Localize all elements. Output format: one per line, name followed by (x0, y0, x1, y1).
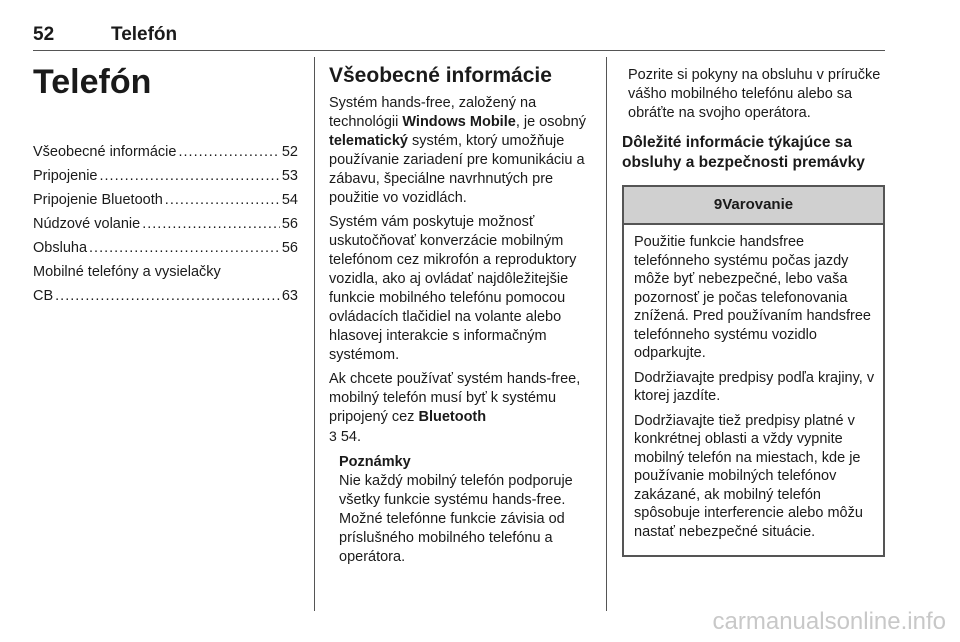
column-2 (329, 56, 593, 567)
warning-box (622, 185, 885, 557)
toc-item[interactable]: Všeobecné informácie ..... 52 (33, 140, 298, 164)
paragraph: Systém vám poskytuje možnosť uskutočňovať konverzácie mobilným telefónom cez mikrofón a reproduktory vozidla, ako aj ovládať najdôležitejšie funkcie mobilného telefónu pomocou ovládacích tlačidiel na volante alebo hlasovej interakcie s informačným systémom. (329, 214, 577, 363)
chapter-title: Telefón (33, 63, 152, 101)
toc-item[interactable]: Núdzové volanie ..... 56 (33, 212, 298, 236)
table-of-contents (33, 140, 298, 308)
watermark: carmanualsonline.info (712, 608, 946, 635)
note-title: Poznámky (339, 454, 411, 470)
page-reference-icon: 3 (329, 428, 337, 444)
page-number: 52 (33, 24, 55, 45)
note-text: Nie každý mobilný telefón podporuje všetky funkcie systému hands-free. Možné telefónne funkcie závisia od príslušného mobilného telefónu a operátora. (339, 473, 573, 565)
section-heading: Všeobecné informácie (329, 64, 552, 87)
paragraph: Pozrite si pokyny na obsluhu v príručke vášho mobilného telefónu alebo sa obráťte na svojho operátora. (628, 67, 881, 121)
column-3 (622, 56, 885, 557)
column-1 (33, 56, 298, 308)
warning-label: Varovanie (722, 196, 794, 213)
paragraph: Ak chcete používať systém hands-free, mobilný telefón musí byť k systému pripojený cez Bluetooth 3 54. (329, 371, 581, 445)
column-divider-2 (606, 57, 607, 611)
toc-item[interactable]: Pripojenie Bluetooth ..... 54 (33, 188, 298, 212)
warning-text: Dodržiavajte predpisy podľa krajiny, v ktorej jazdíte. (634, 369, 875, 404)
paragraph: Systém hands-free, založený na technológii Windows Mobile, je osobný telematický systém, ktorý umožňuje používanie zariadení pre komunikáciu a zábavu, špeciálne navrhnutých pre použitie vo vozidlách. (329, 95, 586, 206)
toc-item[interactable]: Mobilné telefóny a vysielačky CB ..... 63 (33, 260, 298, 308)
header-rule (33, 50, 885, 51)
column-divider-1 (314, 57, 315, 611)
page-header (33, 24, 885, 50)
warning-text: Použitie funkcie handsfree telefónneho systému počas jazdy môže byť nebezpečné, lebo vaša pozornosť je počas telefonovania znížená. Pred používaním handsfree telefónneho systému vozidlo odparkujte. (634, 234, 871, 361)
warning-text: Dodržiavajte tiež predpisy platné v konkrétnej oblasti a vždy vypnite mobilný telefón na miestach, kde je používanie mobilných telefónov zakázané, ak mobilný telefón spôsobuje interferencie alebo môžu nastať nebezpečné situácie. (634, 412, 863, 540)
warning-body (624, 225, 883, 555)
running-title: Telefón (111, 24, 178, 45)
note-block (339, 453, 593, 567)
toc-item[interactable]: Pripojenie ..... 53 (33, 164, 298, 188)
warning-triangle-icon: 9 (713, 196, 723, 213)
warning-header (624, 187, 883, 225)
toc-item[interactable]: Obsluha ..... 56 (33, 236, 298, 260)
subsection-heading: Dôležité informácie týkajúce sa obsluhy a bezpečnosti premávky (622, 134, 865, 171)
page-reference[interactable]: 54. (336, 429, 361, 445)
